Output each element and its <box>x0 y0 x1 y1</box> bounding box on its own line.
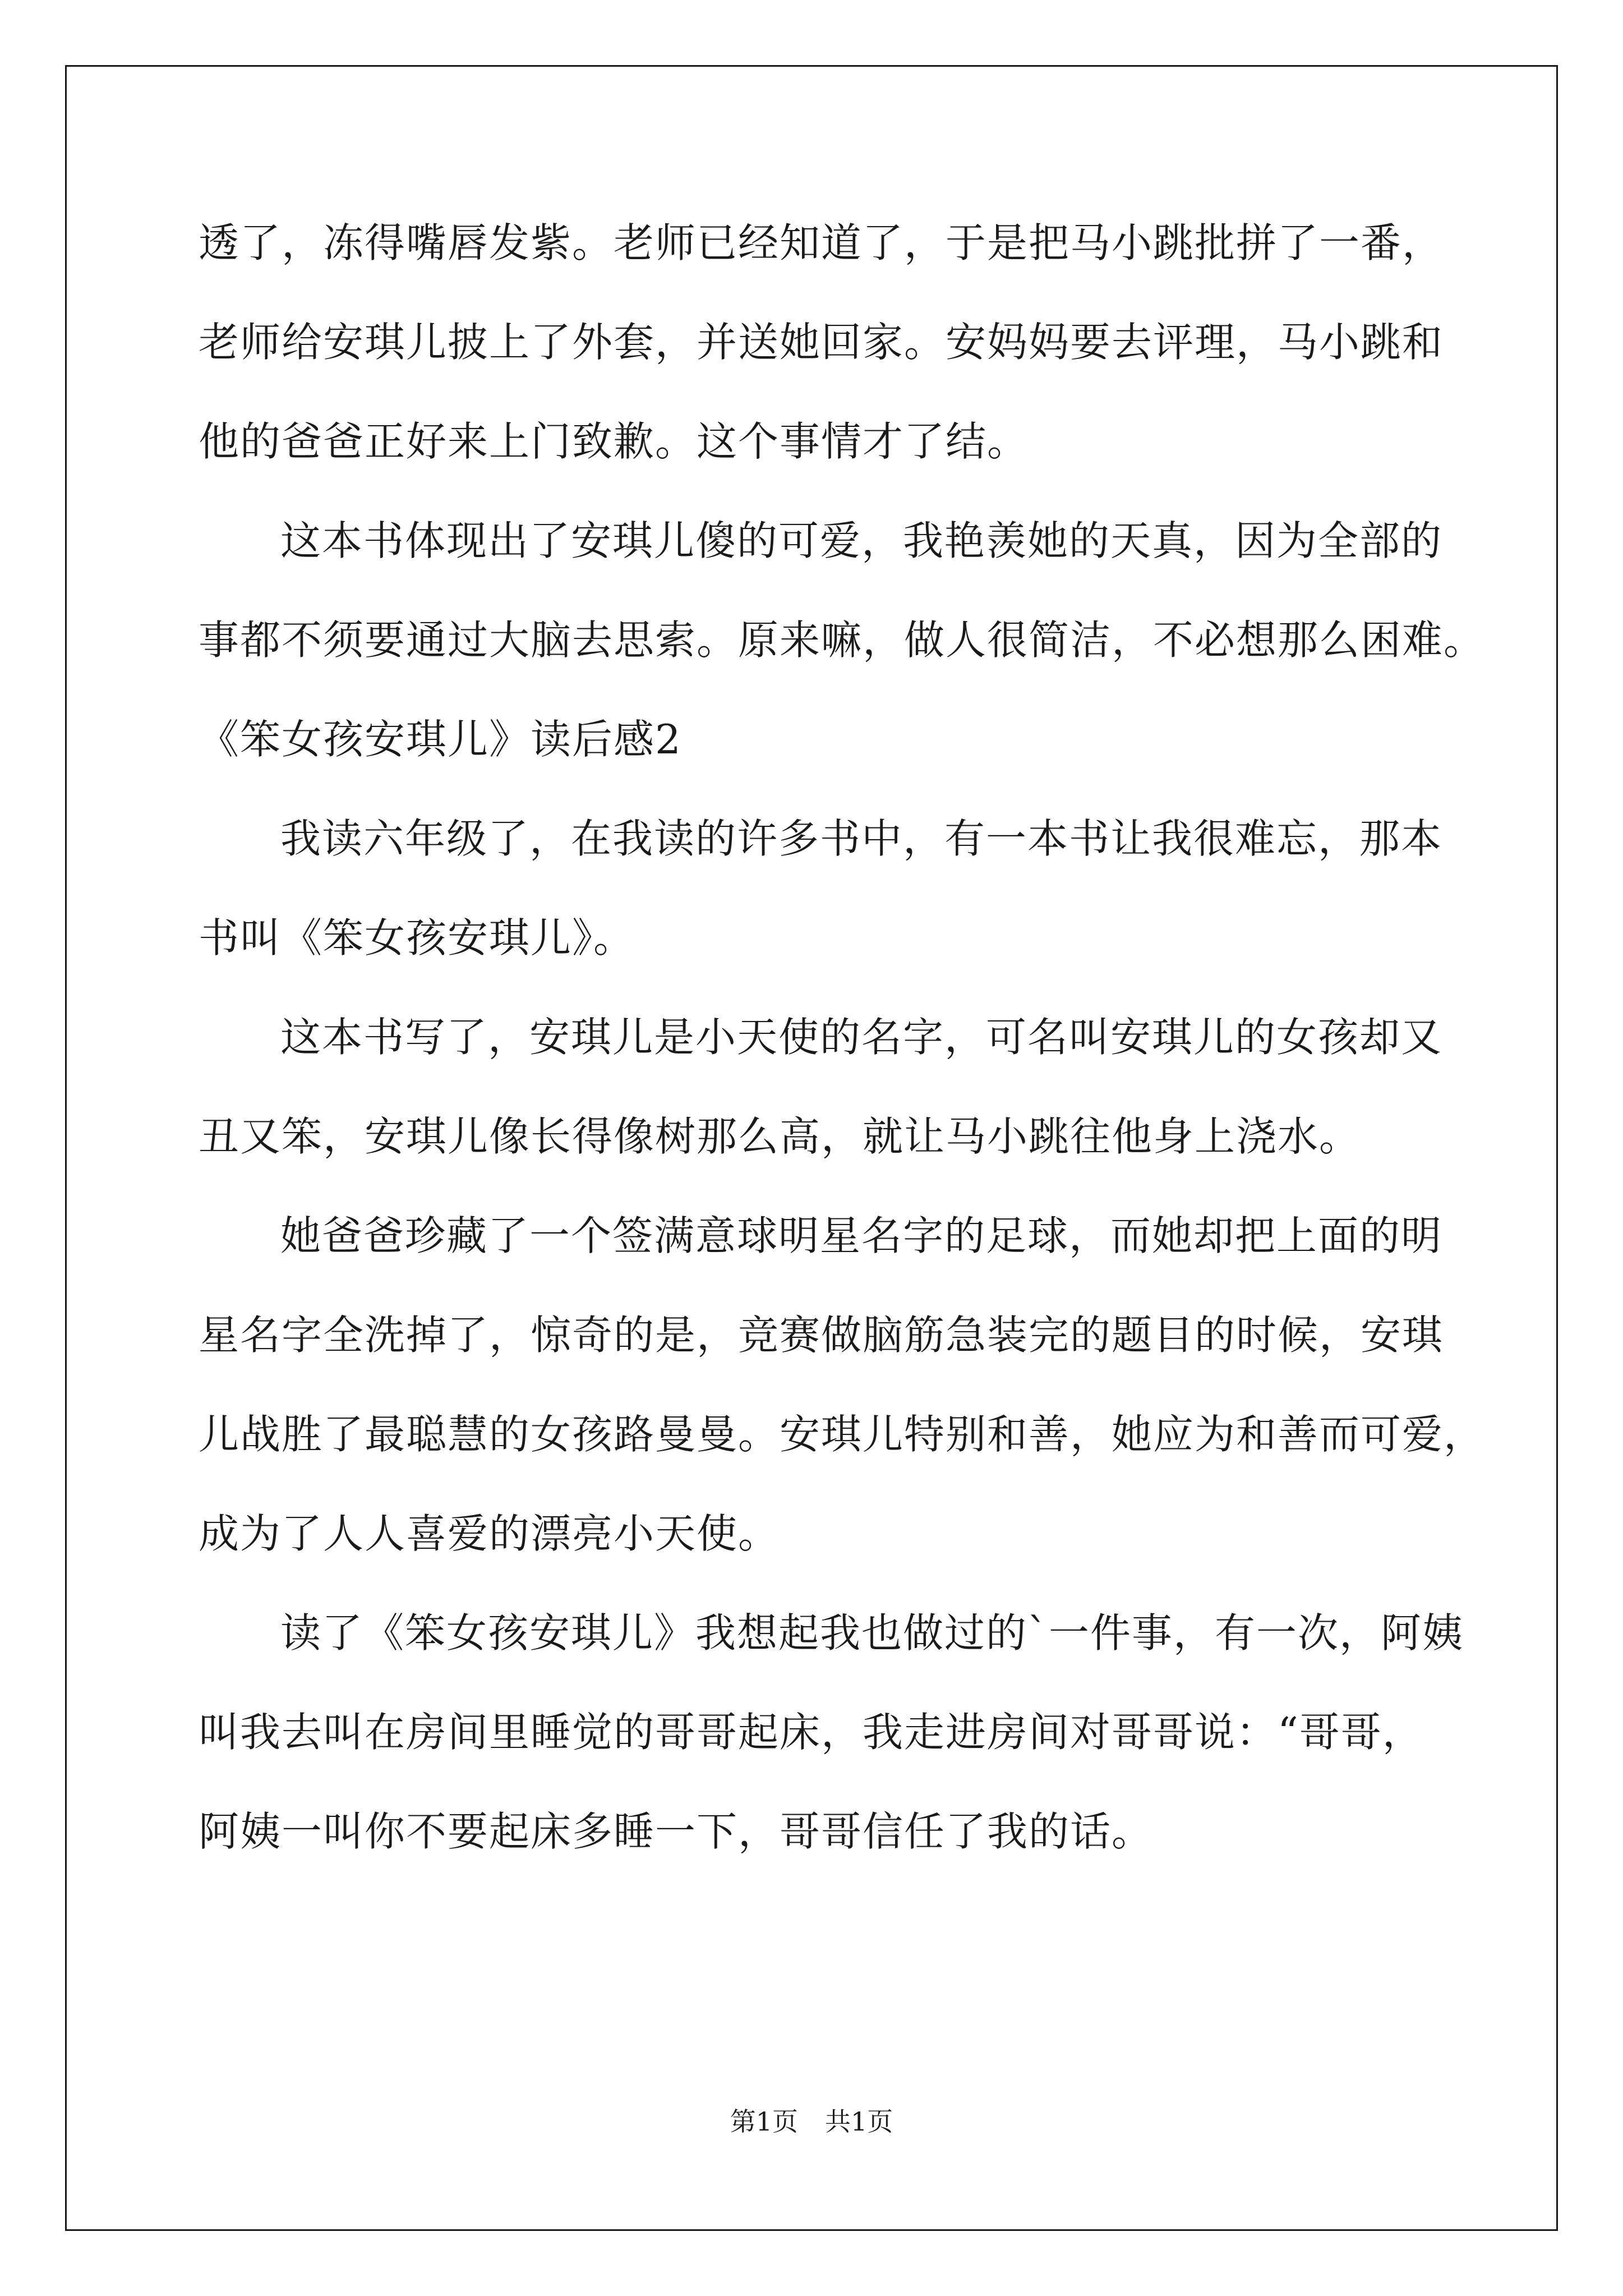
paragraph-line: 阿姨一叫你不要起床多睡一下，哥哥信任了我的话。 <box>199 1808 1154 1855</box>
paragraph-line: 他的爸爸正好来上门致歉。这个事情才了结。 <box>199 418 1029 465</box>
paragraph-line: 我读六年级了，在我读的许多书中，有一本书让我很难忘，那本 <box>280 815 1443 862</box>
page-number-total: 共1页 <box>825 2106 893 2137</box>
paragraph-line: 她爸爸珍藏了一个签满意球明星名字的足球，而她却把上面的明 <box>280 1212 1443 1259</box>
paragraph-line: 丑又笨，安琪儿像长得像树那么高，就让马小跳往他身上浇水。 <box>199 1113 1361 1160</box>
paragraph-line: 这本书体现出了安琪儿傻的可爱，我艳羡她的天真，因为全部的 <box>280 517 1443 564</box>
paragraph-line: 叫我去叫在房间里睡觉的哥哥起床，我走进房间对哥哥说：“哥哥， <box>199 1709 1424 1756</box>
paragraph-line: 儿战胜了最聪慧的女孩路曼曼。安琪儿特别和善，她应为和善而可爱， <box>199 1411 1486 1458</box>
paragraph-line: 书叫《笨女孩安琪儿》。 <box>199 914 635 961</box>
paragraph-line: 事都不须要通过大脑去思索。原来嘛，做人很简洁，不必想那么困难。 <box>199 616 1486 664</box>
section-title: 《笨女孩安琪儿》读后感2 <box>199 716 682 763</box>
paragraph-line: 老师给安琪儿披上了外套，并送她回家。安妈妈要去评理，马小跳和 <box>199 319 1444 366</box>
paragraph-line: 读了《笨女孩安琪儿》我想起我也做过的`一件事，有一次，阿姨 <box>280 1609 1464 1657</box>
paragraph-line: 成为了人人喜爱的漂亮小天使。 <box>199 1510 780 1557</box>
paragraph-line: 这本书写了，安琪儿是小天使的名字，可名叫安琪儿的女孩却又 <box>280 1014 1443 1061</box>
paragraph-line: 透了，冻得嘴唇发紫。老师已经知道了，于是把马小跳批拼了一番， <box>199 219 1444 266</box>
paragraph-line: 星名字全洗掉了，惊奇的是，竞赛做脑筋急装完的题目的时候，安琪 <box>199 1312 1444 1359</box>
document-body <box>199 194 1486 1881</box>
page-number-current: 第1页 <box>730 2106 798 2137</box>
page-footer <box>0 2105 1623 2138</box>
